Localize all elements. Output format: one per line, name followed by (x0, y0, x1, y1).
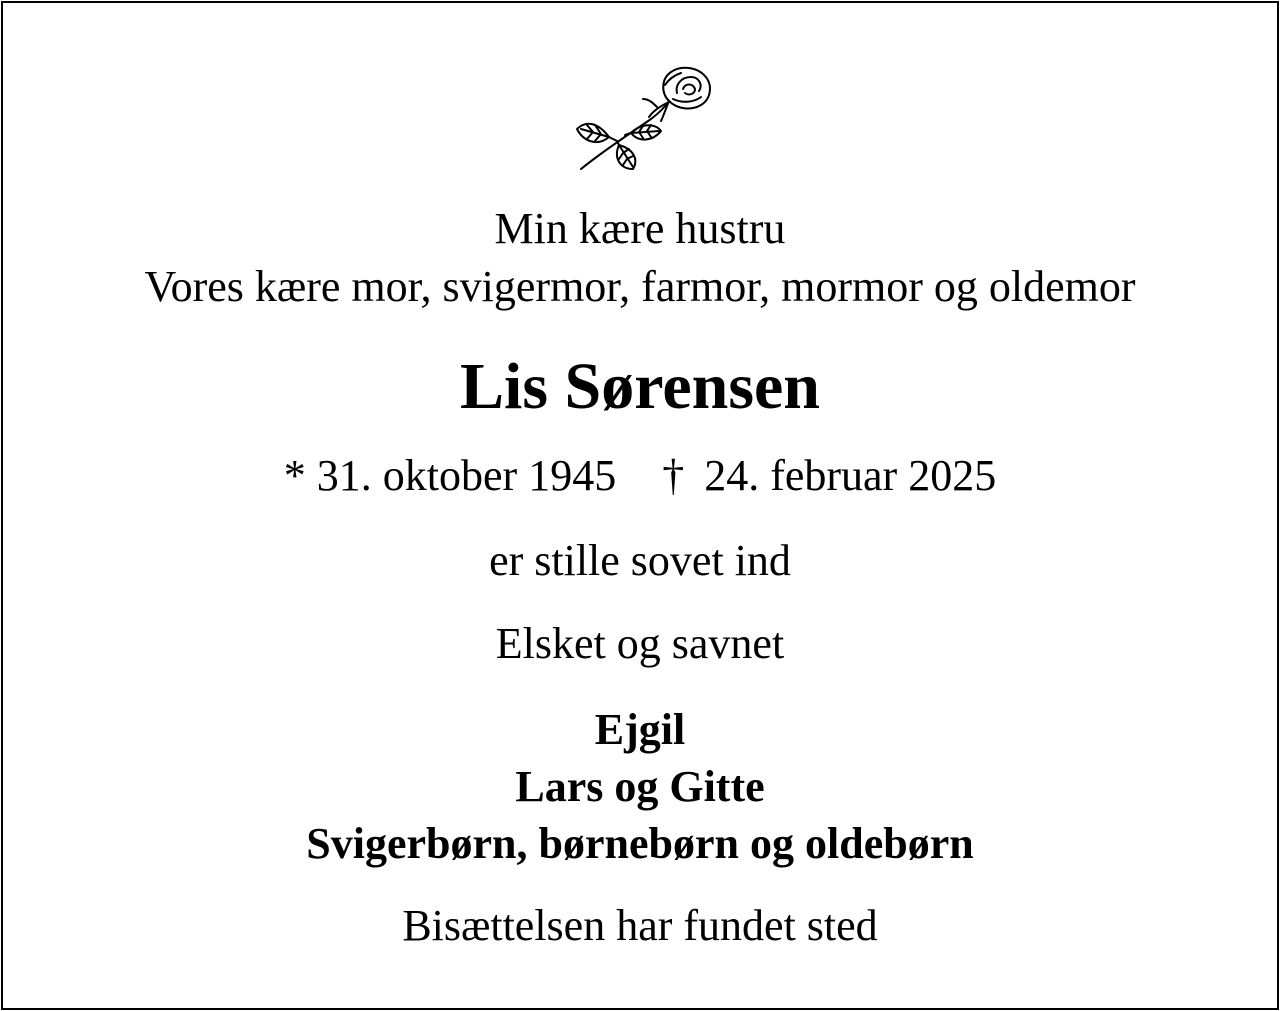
funeral-note: Bisættelsen har fundet sted (402, 901, 878, 950)
signatory: Ejgil (594, 705, 686, 754)
intro-line-spouse: Min kære hustru (494, 204, 786, 253)
obituary-notice (1, 1, 1279, 1010)
deceased-name: Lis Sørensen (459, 350, 821, 423)
death-date: 24. februar 2025 (704, 451, 997, 500)
rose-icon (573, 63, 718, 175)
signatory: Lars og Gitte (515, 762, 765, 811)
birth-date: * 31. oktober 1945 (283, 451, 617, 500)
signatory: Svigerbørn, børnebørn og oldebørn (306, 819, 974, 868)
intro-line-family: Vores kære mor, svigermor, farmor, mormor og oldemor (144, 262, 1136, 311)
loved-missed-message: Elsket og savnet (495, 619, 785, 668)
life-dates (3, 449, 1277, 503)
passing-message: er stille sovet ind (489, 536, 791, 585)
death-cross-symbol: † (662, 451, 685, 500)
